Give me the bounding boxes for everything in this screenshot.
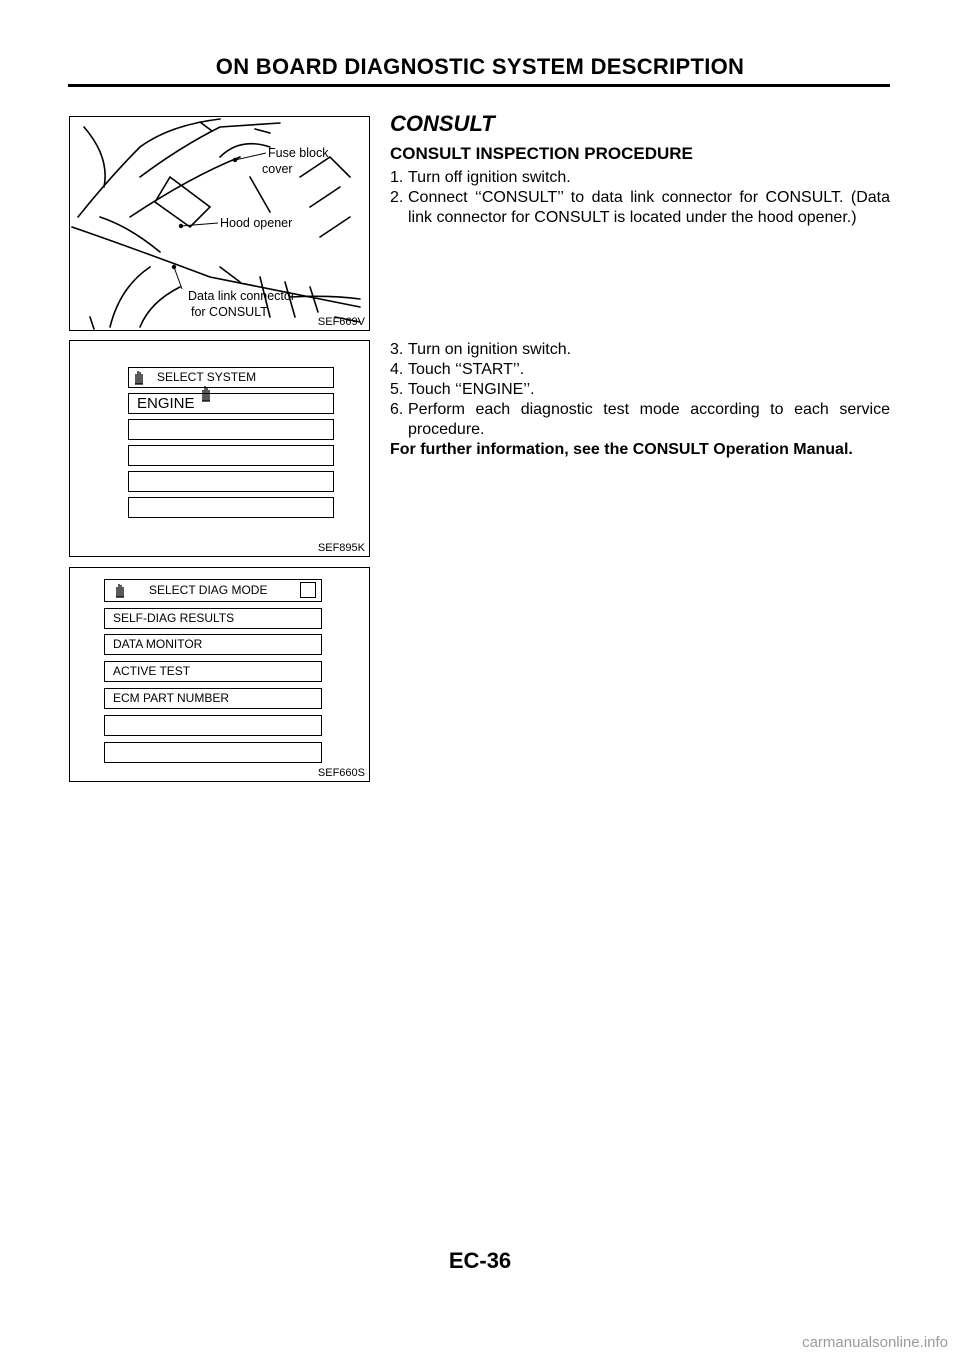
close-box-icon[interactable] <box>300 582 316 598</box>
hand-icon <box>133 369 145 385</box>
diag-item-data-monitor[interactable]: DATA MONITOR <box>104 634 322 655</box>
select-system-title: SELECT SYSTEM <box>157 370 257 384</box>
diag-mode-title: SELECT DIAG MODE <box>149 583 268 597</box>
step-3: 3. Turn on ignition switch. <box>390 341 572 358</box>
diag-item-ecm-part-number[interactable]: ECM PART NUMBER <box>104 688 322 709</box>
figure-select-diag-mode <box>69 567 370 782</box>
figure-code: SEF660S <box>317 767 365 779</box>
system-item-label: ENGINE <box>137 395 195 412</box>
step-6: 6. Perform each diagnostic test mode according to each service procedure. <box>390 401 890 438</box>
consult-steps-continued <box>390 340 890 460</box>
callout-dlc-2: for CONSULT <box>191 305 268 319</box>
figure-code: SEF895K <box>317 542 365 554</box>
watermark: carmanualsonline.info <box>802 1334 948 1351</box>
consult-section <box>390 111 890 228</box>
system-item-engine[interactable] <box>128 393 334 414</box>
system-item-empty[interactable] <box>128 445 334 466</box>
system-item-empty[interactable] <box>128 419 334 440</box>
callout-hood-opener: Hood opener <box>220 216 293 230</box>
diag-item-self-diag-results[interactable]: SELF-DIAG RESULTS <box>104 608 322 629</box>
section-title: CONSULT <box>390 111 495 136</box>
operation-manual-note: For further information, see the CONSULT Operation Manual. <box>390 441 853 458</box>
diag-mode-title-bar <box>104 579 322 602</box>
system-item-empty[interactable] <box>128 497 334 518</box>
step-2: 2. Connect ‘‘CONSULT’’ to data link connector for CONSULT. (Data link connector for CONSULT is located under the hood opener.) <box>390 189 890 226</box>
diag-item-empty[interactable] <box>104 715 322 736</box>
system-item-empty[interactable] <box>128 471 334 492</box>
hand-icon <box>114 582 126 598</box>
touch-hand-icon <box>200 384 212 402</box>
callout-fuse-block-2: cover <box>262 162 293 176</box>
page-header: ON BOARD DIAGNOSTIC SYSTEM DESCRIPTION <box>215 54 745 79</box>
figure-dlc-location <box>69 116 370 331</box>
diag-item-empty[interactable] <box>104 742 322 763</box>
header-rule <box>68 84 890 87</box>
callout-dlc-1: Data link connector <box>188 289 296 303</box>
figure-select-system <box>69 340 370 557</box>
section-subtitle: CONSULT INSPECTION PROCEDURE <box>390 144 693 163</box>
step-5: 5. Touch ‘‘ENGINE’’. <box>390 381 535 398</box>
page-number: EC-36 <box>448 1248 512 1273</box>
diag-item-active-test[interactable]: ACTIVE TEST <box>104 661 322 682</box>
dash-illustration <box>70 117 369 330</box>
step-4: 4. Touch ‘‘START’’. <box>390 361 525 378</box>
step-1: 1. Turn off ignition switch. <box>390 169 571 186</box>
figure-code: SEF669V <box>317 316 365 328</box>
callout-fuse-block-1: Fuse block <box>268 146 329 160</box>
select-system-title-bar <box>128 367 334 388</box>
